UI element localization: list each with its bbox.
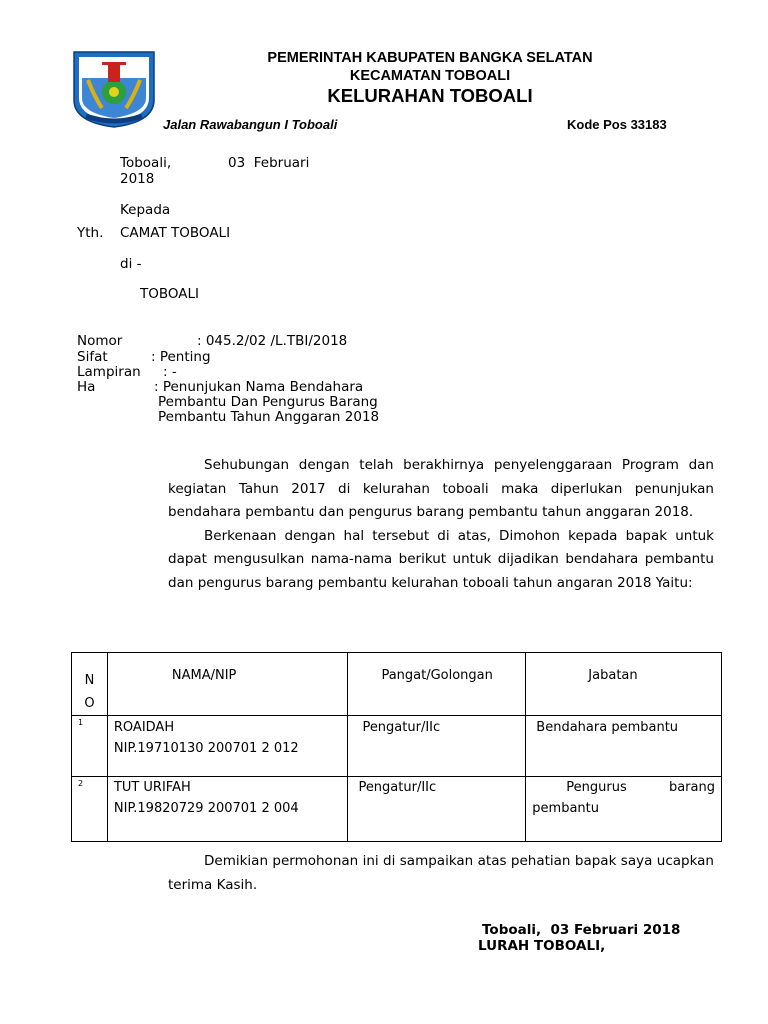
- body-paragraph-1: Sehubungan dengan telah berakhirnya penyelenggaraan Program dan kegiatan Tahun 2017 di kelurahan toboali maka diperlukan penunjukan bendahara pembantu dan pengurus barang pembantu tahun anggaran 2018.: [168, 457, 714, 520]
- letterhead-government: PEMERINTAH KABUPATEN BANGKA SELATAN: [267, 50, 593, 66]
- row-jabatan: Bendahara pembantu: [536, 720, 679, 735]
- header-no-line2: O: [84, 696, 95, 711]
- body-text: [168, 454, 714, 595]
- recipient-yth: Yth.: [77, 225, 104, 241]
- hal-label: Ha: [77, 379, 96, 395]
- date-day-month: 03 Februari: [228, 155, 310, 171]
- row-pangkat: Pengatur/IIc: [358, 780, 437, 795]
- recipient-name: CAMAT TOBOALI: [120, 225, 231, 241]
- row-nama: TUT URIFAH: [113, 780, 191, 795]
- table-header-row: [72, 653, 722, 716]
- row-number: 2: [78, 779, 84, 788]
- header-jabatan: Jabatan: [526, 653, 722, 716]
- date-place: Toboali,: [120, 155, 172, 171]
- nomor-value: : 045.2/02 /L.TBI/2018: [197, 333, 348, 349]
- staff-table: [71, 652, 722, 842]
- recipient-di: di -: [120, 256, 142, 272]
- lampiran-label: Lampiran: [77, 364, 141, 380]
- closing-text: [168, 850, 714, 897]
- recipient-city: TOBOALI: [140, 286, 200, 302]
- lampiran-value: : -: [163, 364, 177, 380]
- header-pangkat: Pangat/Golongan: [348, 653, 526, 716]
- row-nip: NIP.19820729 200701 2 004: [113, 801, 299, 816]
- signature-place-date: Toboali, 03 Februari 2018: [482, 922, 681, 938]
- nomor-label: Nomor: [77, 333, 123, 349]
- letterhead-district: KECAMATAN TOBOALI: [349, 68, 511, 84]
- row-nama: ROAIDAH: [113, 720, 175, 735]
- hal-value-line3: Pembantu Tahun Anggaran 2018: [158, 409, 380, 425]
- recipient-kepada: Kepada: [120, 202, 171, 218]
- signature-title: LURAH TOBOALI,: [478, 938, 606, 954]
- letterhead-postal-code: Kode Pos 33183: [567, 117, 667, 132]
- header-no-line1: N: [84, 673, 95, 688]
- body-paragraph-3: Demikian permohonan ini di sampaikan atas pehatian bapak saya ucapkan terima Kasih.: [168, 853, 714, 893]
- row-nip: NIP.19710130 200701 2 012: [113, 741, 299, 756]
- letterhead-village: KELURAHAN TOBOALI: [327, 85, 533, 106]
- sifat-value: : Penting: [151, 349, 211, 365]
- hal-value-line1: : Penunjukan Nama Bendahara: [154, 379, 364, 395]
- sifat-label: Sifat: [77, 349, 108, 365]
- row-jabatan: Pengurus barang pembantu: [532, 780, 715, 816]
- letterhead-address: Jalan Rawabangun I Toboali: [163, 117, 338, 132]
- header-nama: NAMA/NIP: [107, 653, 348, 716]
- date-year: 2018: [120, 171, 155, 187]
- table-row: [72, 716, 722, 777]
- table-row: [72, 777, 722, 842]
- header-no: [72, 653, 108, 716]
- logo-emblem-icon: [72, 50, 156, 128]
- regency-logo: [72, 50, 156, 128]
- hal-value-line2: Pembantu Dan Pengurus Barang: [158, 394, 378, 410]
- row-number: 1: [78, 718, 84, 727]
- body-paragraph-2: Berkenaan dengan hal tersebut di atas, Dimohon kepada bapak untuk dapat mengusulkan nama-nama berikut untuk dijadikan bendahara pembantu dan pengurus barang pembantu kelurahan toboali tahun angaran 2018 Yaitu:: [168, 527, 714, 591]
- row-pangkat: Pengatur/IIc: [362, 720, 441, 735]
